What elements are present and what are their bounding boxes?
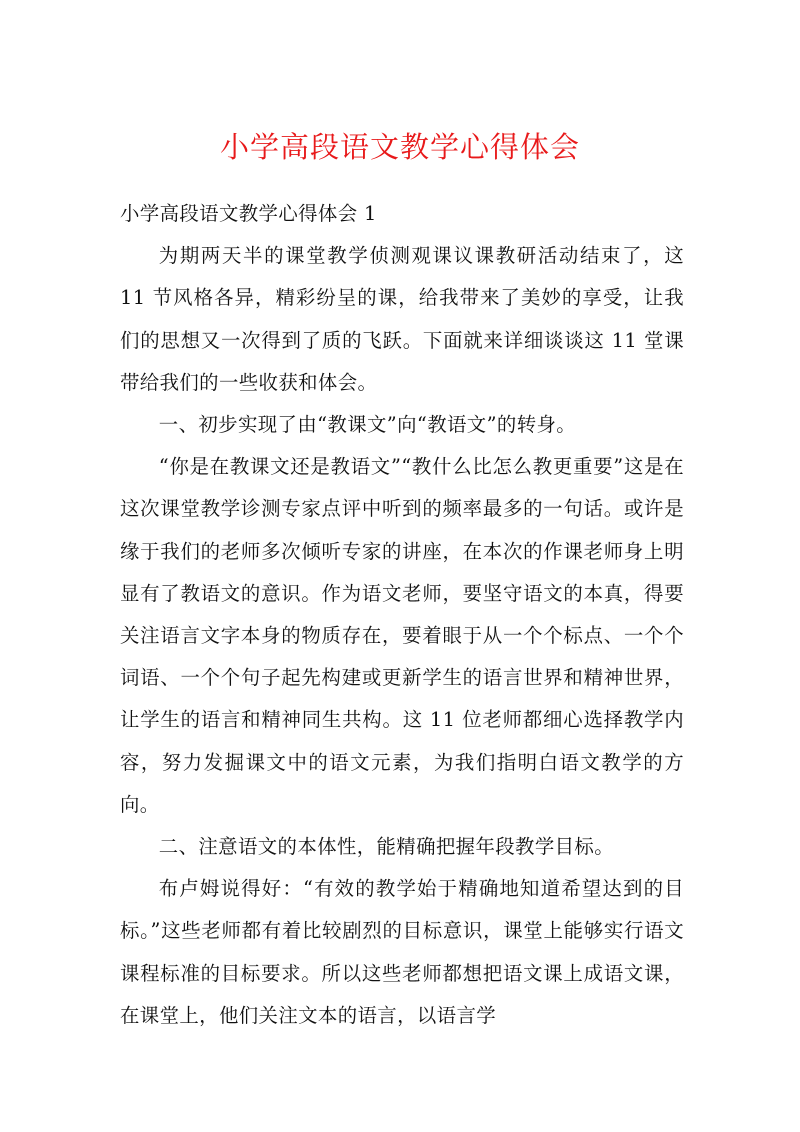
paragraph-intro: 为期两天半的课堂教学侦测观课议课教研活动结束了，这 11 节风格各异，精彩纷呈的课，给我带来了美妙的享受，让我们的思想又一次得到了质的飞跃。下面就来详细谈谈这 11 堂课带给我们的一些收获和体会。 xyxy=(120,244,684,394)
section-subtitle: 小学高段语文教学心得体会 1 xyxy=(120,202,377,225)
document-body xyxy=(120,193,684,1037)
document-title: 小学高段语文教学心得体会 xyxy=(219,130,580,164)
section-heading-2: 二、注意语文的本体性，能精确把握年段教学目标。 xyxy=(158,835,614,859)
paragraph-2: 布卢姆说得好：“有效的教学始于精确地知道希望达到的目标。”这些老师都有着比较剧烈的目标意识，课堂上能够实行语文课程标准的目标要求。所以这些老师都想把语文课上成语文课，在课堂上，他们关注文本的语言，以语言学 xyxy=(120,877,684,1027)
paragraph-1: “你是在教课文还是教语文”“教什么比怎么教更重要”这是在这次课堂教学诊测专家点评中听到的频率最多的一句话。或许是缘于我们的老师多次倾听专家的讲座，在本次的作课老师身上明显有了教语文的意识。作为语文老师，要坚守语文的本真，得要关注语言文字本身的物质存在，要着眼于从一个个标点、一个个词语、一个个句子起先构建或更新学生的语言世界和精神世界，让学生的语言和精神同生共构。这 11 位老师都细心选择教学内容，努力发掘课文中的语文元素，为我们指明白语文教学的方向。 xyxy=(120,455,684,816)
section-heading-1: 一、初步实现了由“教课文”向“教语文”的转身。 xyxy=(158,413,577,437)
